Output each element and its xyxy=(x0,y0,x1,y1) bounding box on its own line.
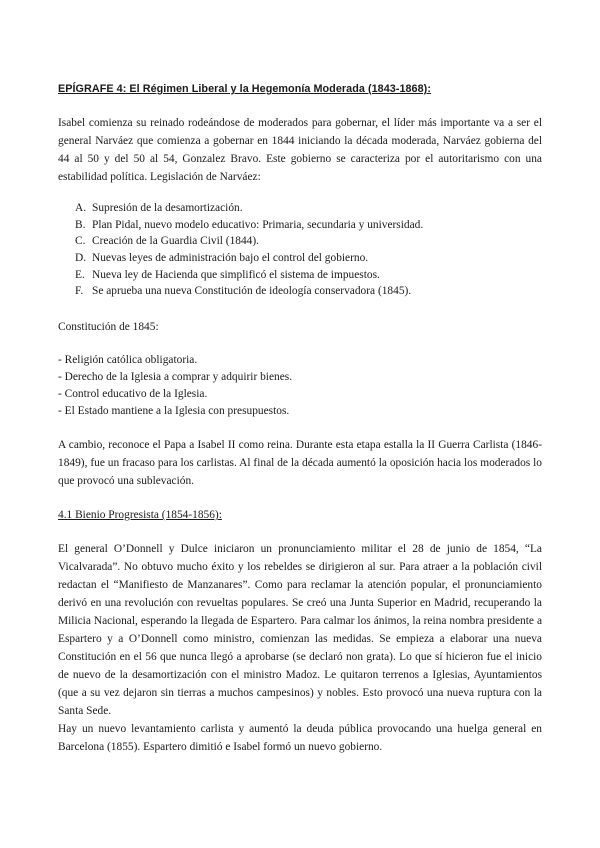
list-item-letter: E. xyxy=(75,268,85,281)
list-item-letter: B. xyxy=(75,218,86,231)
list-item xyxy=(58,200,542,217)
list-item xyxy=(58,217,542,234)
list-item xyxy=(58,250,542,267)
list-item-letter: C. xyxy=(75,235,86,248)
list-item: - Control educativo de la Iglesia. xyxy=(58,388,208,401)
after-constitution-paragraph: A cambio, reconoce el Papa a Isabel II como reina. Durante esta etapa estalla la II Guerra Carlista (1846-1849), fue un fracaso para los carlistas. Al final de la década aumentó la oposición hacia los moderados lo que provocó una sublevación. xyxy=(58,439,542,488)
list-item-letter: A. xyxy=(75,202,87,214)
intro-paragraph: Isabel comienza su reinado rodeándose de moderados para gobernar, el líder más importante va a ser el general Narváez que comienza a gobernar en 1844 iniciando la década moderada, Narváez gobierna del 44 al 50 y del 50 al 54, Gonzalez Bravo. Este gobierno se caracteriza por el autoritarismo con una estabilidad política. Legislación de Narváez: xyxy=(58,117,542,183)
list-item-text: Se aprueba una nueva Constitución de ideología conservadora (1845). xyxy=(92,285,412,298)
constitution-points-list xyxy=(58,352,542,420)
page-title: EPÍGRAFE 4: El Régimen Liberal y la Hegemonía Moderada (1843-1868): xyxy=(58,83,431,95)
list-item-text: Plan Pidal, nuevo modelo educativo: Primaria, secundaria y universidad. xyxy=(92,218,424,231)
list-item-letter: F. xyxy=(75,285,84,298)
list-item xyxy=(58,267,542,284)
list-item-text: Creación de la Guardia Civil (1844). xyxy=(92,235,260,248)
list-item-text: Supresión de la desamortización. xyxy=(92,202,243,214)
list-item-text: Nuevas leyes de administración bajo el control del gobierno. xyxy=(92,252,369,265)
list-item-text: Nueva ley de Hacienda que simplificó el sistema de impuestos. xyxy=(92,268,380,281)
list-item-letter: D. xyxy=(75,252,87,265)
list-item xyxy=(58,283,542,300)
list-item xyxy=(58,233,542,250)
legislation-list xyxy=(58,200,542,300)
list-item: - El Estado mantiene a la Iglesia con presupuestos. xyxy=(58,405,290,418)
constitution-title: Constitución de 1845: xyxy=(58,321,159,334)
section-subheading: 4.1 Bienio Progresista (1854-1856): xyxy=(58,509,222,522)
list-item: - Derecho de la Iglesia a comprar y adquirir bienes. xyxy=(58,371,293,384)
document-page xyxy=(58,80,542,756)
closing-paragraph: Hay un nuevo levantamiento carlista y aumentó la deuda pública provocando una huelga general en Barcelona (1855). Espartero dimitió e Isabel formó un nuevo gobierno. xyxy=(58,723,542,754)
bienio-paragraph: El general O’Donnell y Dulce iniciaron un pronunciamiento militar el 28 de junio de 1854, “La Vicalvarada”. No obtuvo mucho éxito y los rebeldes se dirigieron al sur. Para atraer a la población civil redactan el “Manifiesto de Manzanares”. Como para reclamar la atención popular, el pronunciamiento derivó en una revolución con revueltas populares. Se creó una Junta Superior en Madrid, recuperando la Milicia Nacional, esperando la llegada de Espartero. Para calmar los ánimos, la reina nombra presidente a Espartero y a O’Donnell como ministro, comienzan las medidas. Se empieza a elaborar una nueva Constitución en el 56 que nunca llegó a aprobarse (se declaró non grata). Lo que sí hicieron fue el inicio de nuevo de la desamortización con el ministro Madoz. Le quitaron terrenos a Iglesias, Ayuntamientos (que a su vez dejaron sin tierras a muchos campesinos) y nobles. Esto provocó una nueva ruptura con la Santa Sede. xyxy=(58,543,542,718)
list-item: - Religión católica obligatoria. xyxy=(58,354,198,367)
